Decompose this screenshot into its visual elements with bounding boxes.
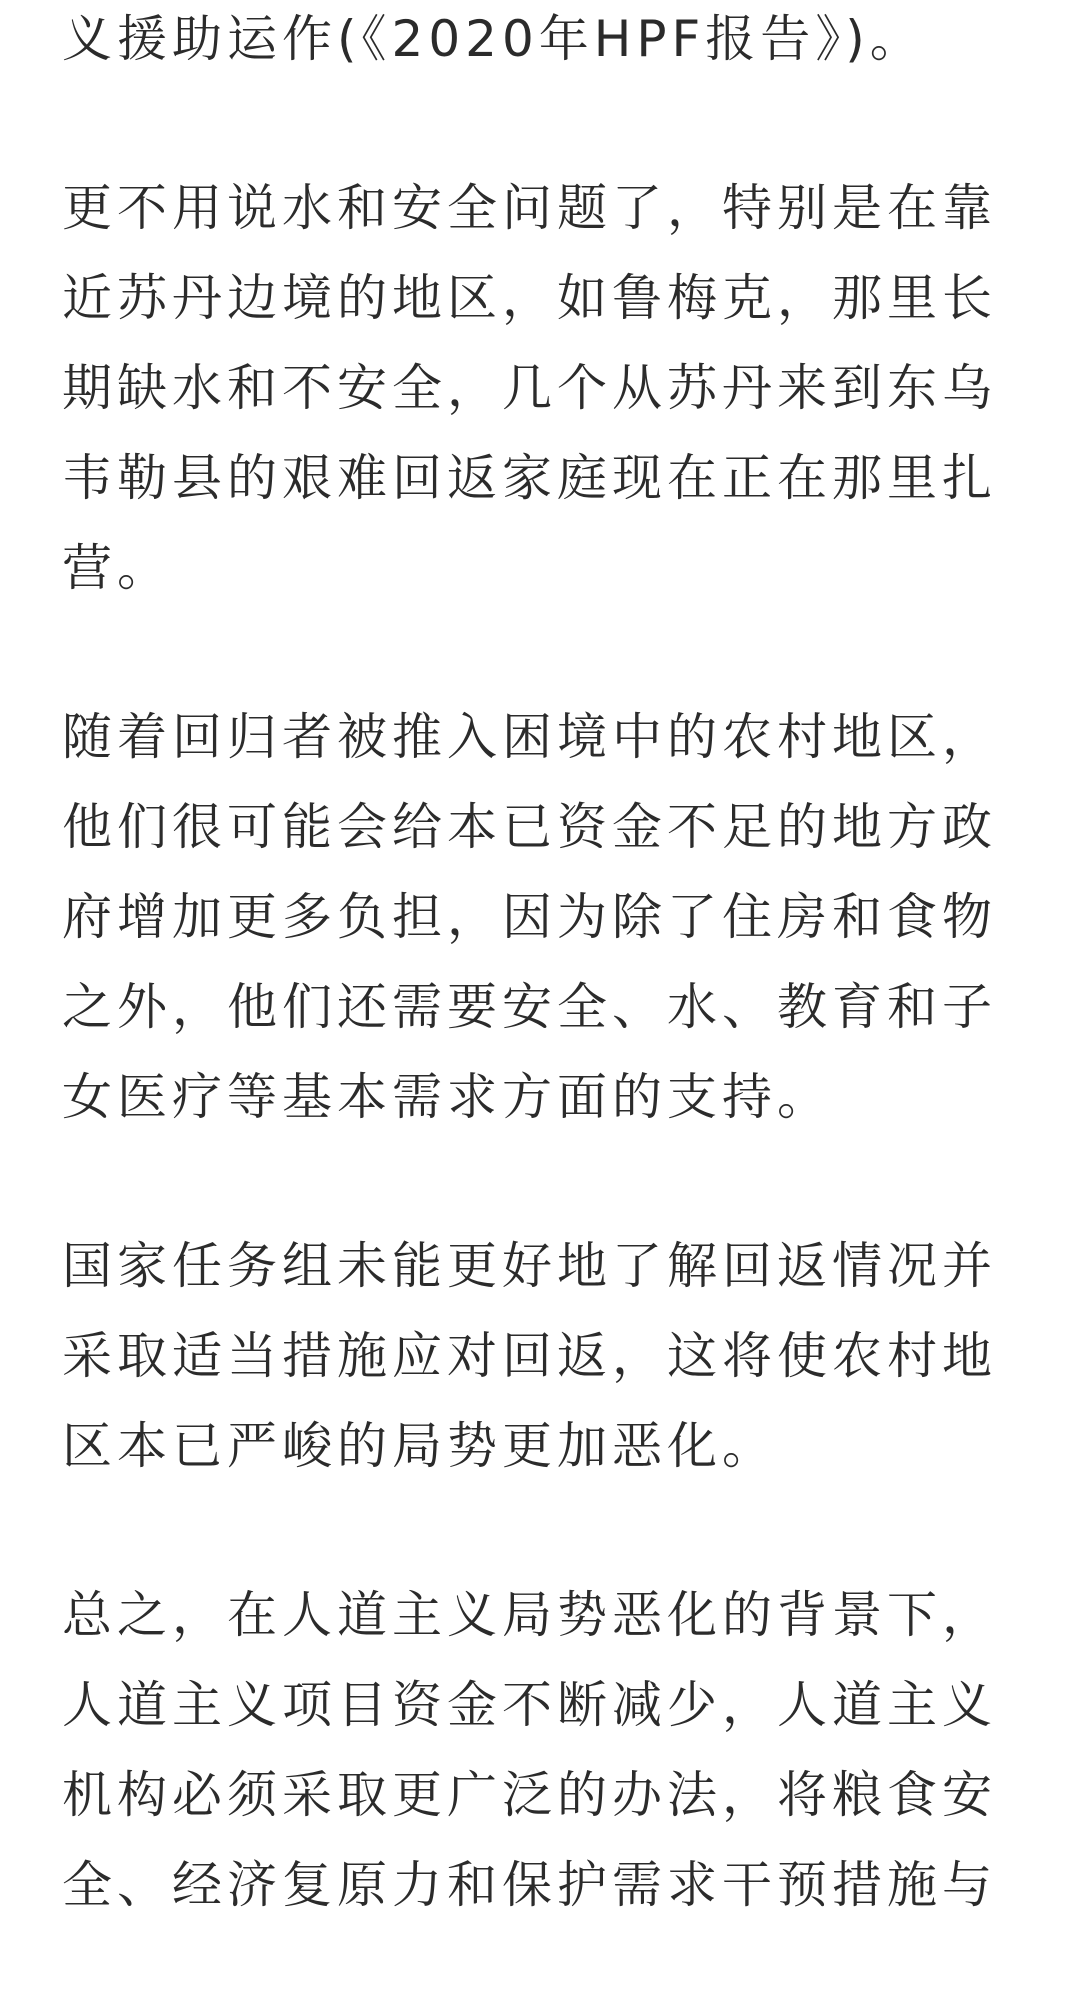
text-line: 韦勒县的艰难回返家庭现在正在那里扎 bbox=[62, 449, 997, 507]
paragraph-returnees-burden bbox=[62, 692, 1032, 1142]
article-body bbox=[62, 0, 1032, 2009]
text-line: 国家任务组未能更好地了解回返情况并 bbox=[62, 1237, 997, 1295]
text-line: 人道主义项目资金不断减少，人道主义 bbox=[62, 1676, 997, 1734]
text-line: 女医疗等基本需求方面的支持。 bbox=[62, 1068, 832, 1126]
text-line: 他们很可能会给本已资金不足的地方政 bbox=[62, 798, 997, 856]
text-line: 采取适当措施应对回返，这将使农村地 bbox=[62, 1327, 997, 1385]
text-line: 之外，他们还需要安全、水、教育和子 bbox=[62, 978, 997, 1036]
text-line: 总之，在人道主义局势恶化的背景下， bbox=[62, 1586, 997, 1644]
text-line: 区本已严峻的局势更加恶化。 bbox=[62, 1417, 777, 1475]
text-line: 全、经济复原力和保护需求干预措施与 bbox=[62, 1856, 997, 1914]
paragraph-task-force bbox=[62, 1221, 1032, 1491]
paragraph-water-security bbox=[62, 163, 1032, 613]
text-line: 机构必须采取更广泛的办法，将粮食安 bbox=[62, 1766, 997, 1824]
text-line: 期缺水和不安全，几个从苏丹来到东乌 bbox=[62, 359, 997, 417]
paragraph-continuation bbox=[62, 0, 1032, 84]
text-line: 随着回归者被推入困境中的农村地区， bbox=[62, 708, 997, 766]
text-line: 营。 bbox=[62, 539, 172, 597]
text-line: 近苏丹边境的地区，如鲁梅克，那里长 bbox=[62, 269, 997, 327]
text-line: 府增加更多负担，因为除了住房和食物 bbox=[62, 888, 997, 946]
text-line: 义援助运作(《2020年HPF报告》)。 bbox=[62, 10, 925, 68]
text-line: 更不用说水和安全问题了，特别是在靠 bbox=[62, 179, 997, 237]
paragraph-conclusion bbox=[62, 1570, 1032, 1930]
